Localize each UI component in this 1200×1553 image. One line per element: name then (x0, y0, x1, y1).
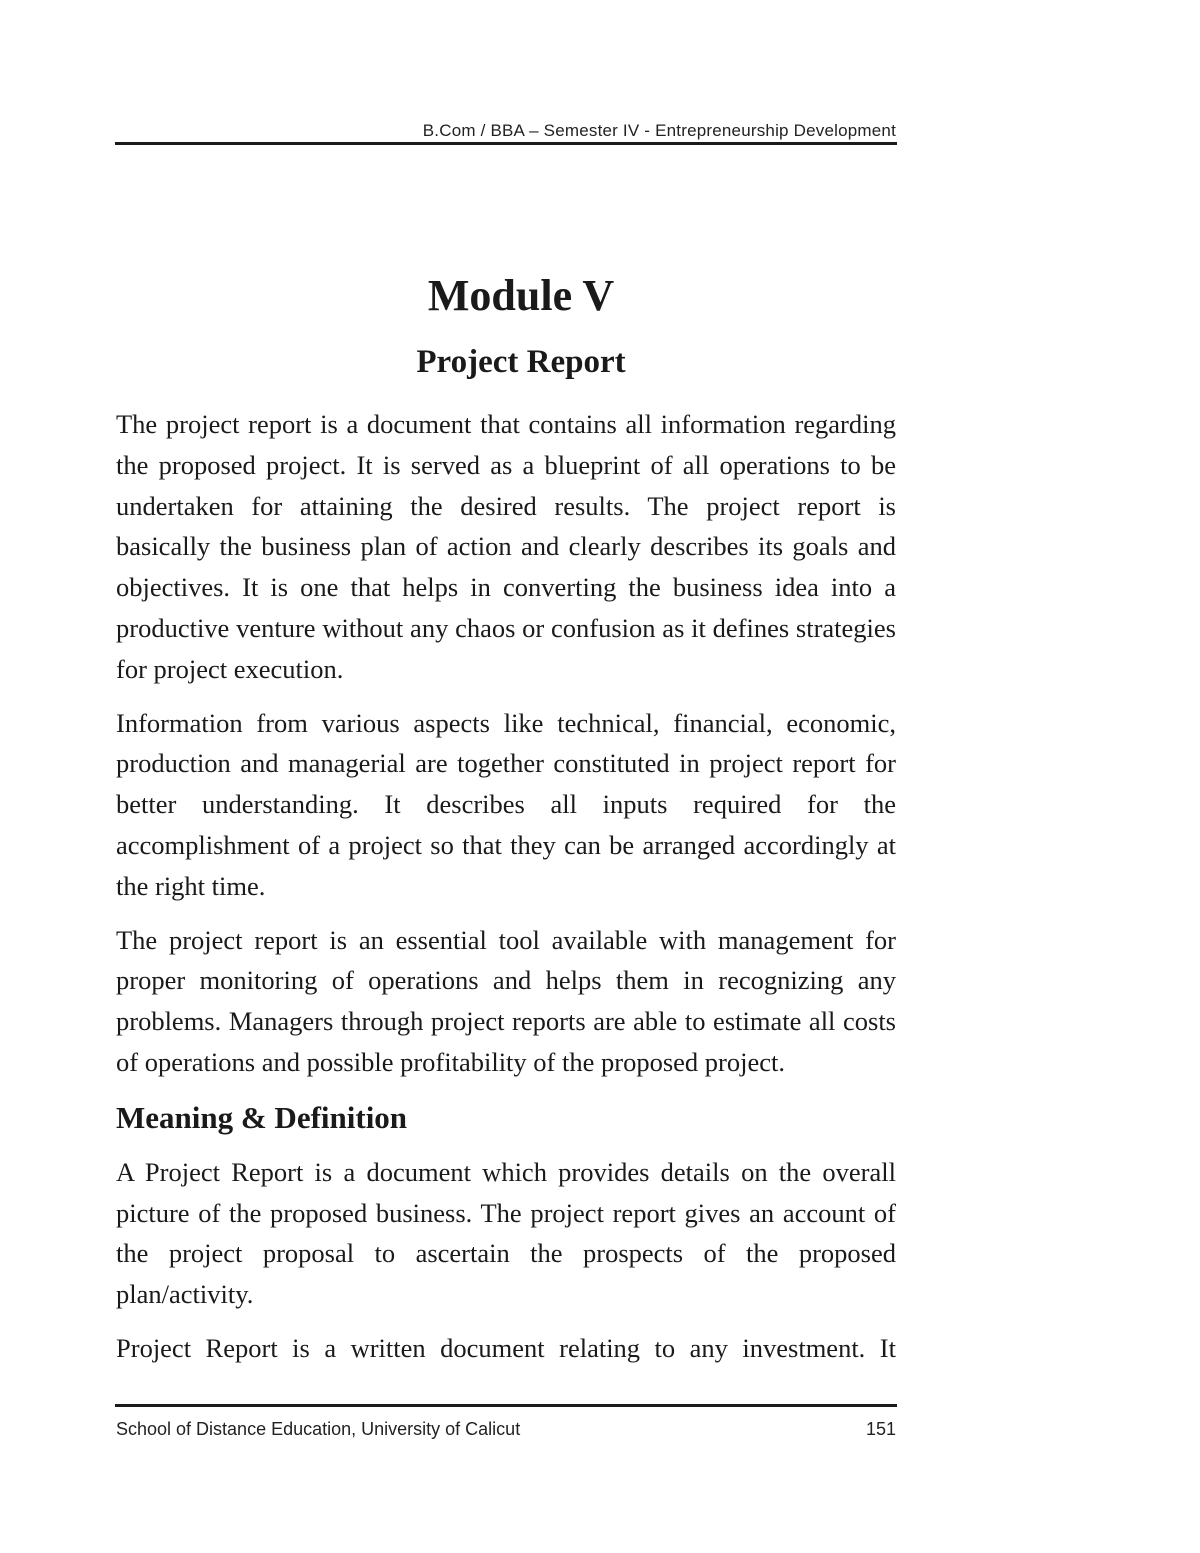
footer-rule (115, 1404, 897, 1407)
paragraph: Information from various aspects like technical, financial, economic, production and managerial are together constituted in project report for better understanding. It describes all inputs required for the accomplishment of a project so that they can be arranged accordingly at the right time. (116, 707, 896, 901)
section-heading: Meaning & Definition (116, 1099, 408, 1135)
page-number: 151 (865, 1419, 896, 1439)
paragraph: The project report is a document that contains all information regarding the proposed project. It is served as a blueprint of all operations to be undertaken for attaining the desired results. The project report is basically the business plan of action and clearly describes its goals and objectives. It is one that helps in converting the business idea into a productive venture without any chaos or confusion as it defines strategies for project execution. (116, 409, 896, 684)
running-header: B.Com / BBA – Semester IV - Entrepreneurship Development (422, 121, 896, 140)
paragraph: Project Report is a written document relating to any investment. It (116, 1332, 896, 1363)
paragraph: The project report is an essential tool available with management for proper monitoring of operations and helps them in recognizing any problems. Managers through project reports are able to estimate all costs of operations and possible profitability of the proposed project. (116, 924, 896, 1077)
module-title: Module V (427, 271, 615, 320)
running-footer (116, 1419, 896, 1440)
chapter-title: Project Report (416, 344, 626, 380)
footer-institution: School of Distance Education, University of Calicut (116, 1419, 521, 1439)
body-text (116, 404, 896, 1382)
header-rule (115, 142, 897, 145)
paragraph: A Project Report is a document which provides details on the overall picture of the proposed business. The project report gives an account of the project proposal to ascertain the prospects of the proposed plan/activity. (116, 1156, 896, 1310)
